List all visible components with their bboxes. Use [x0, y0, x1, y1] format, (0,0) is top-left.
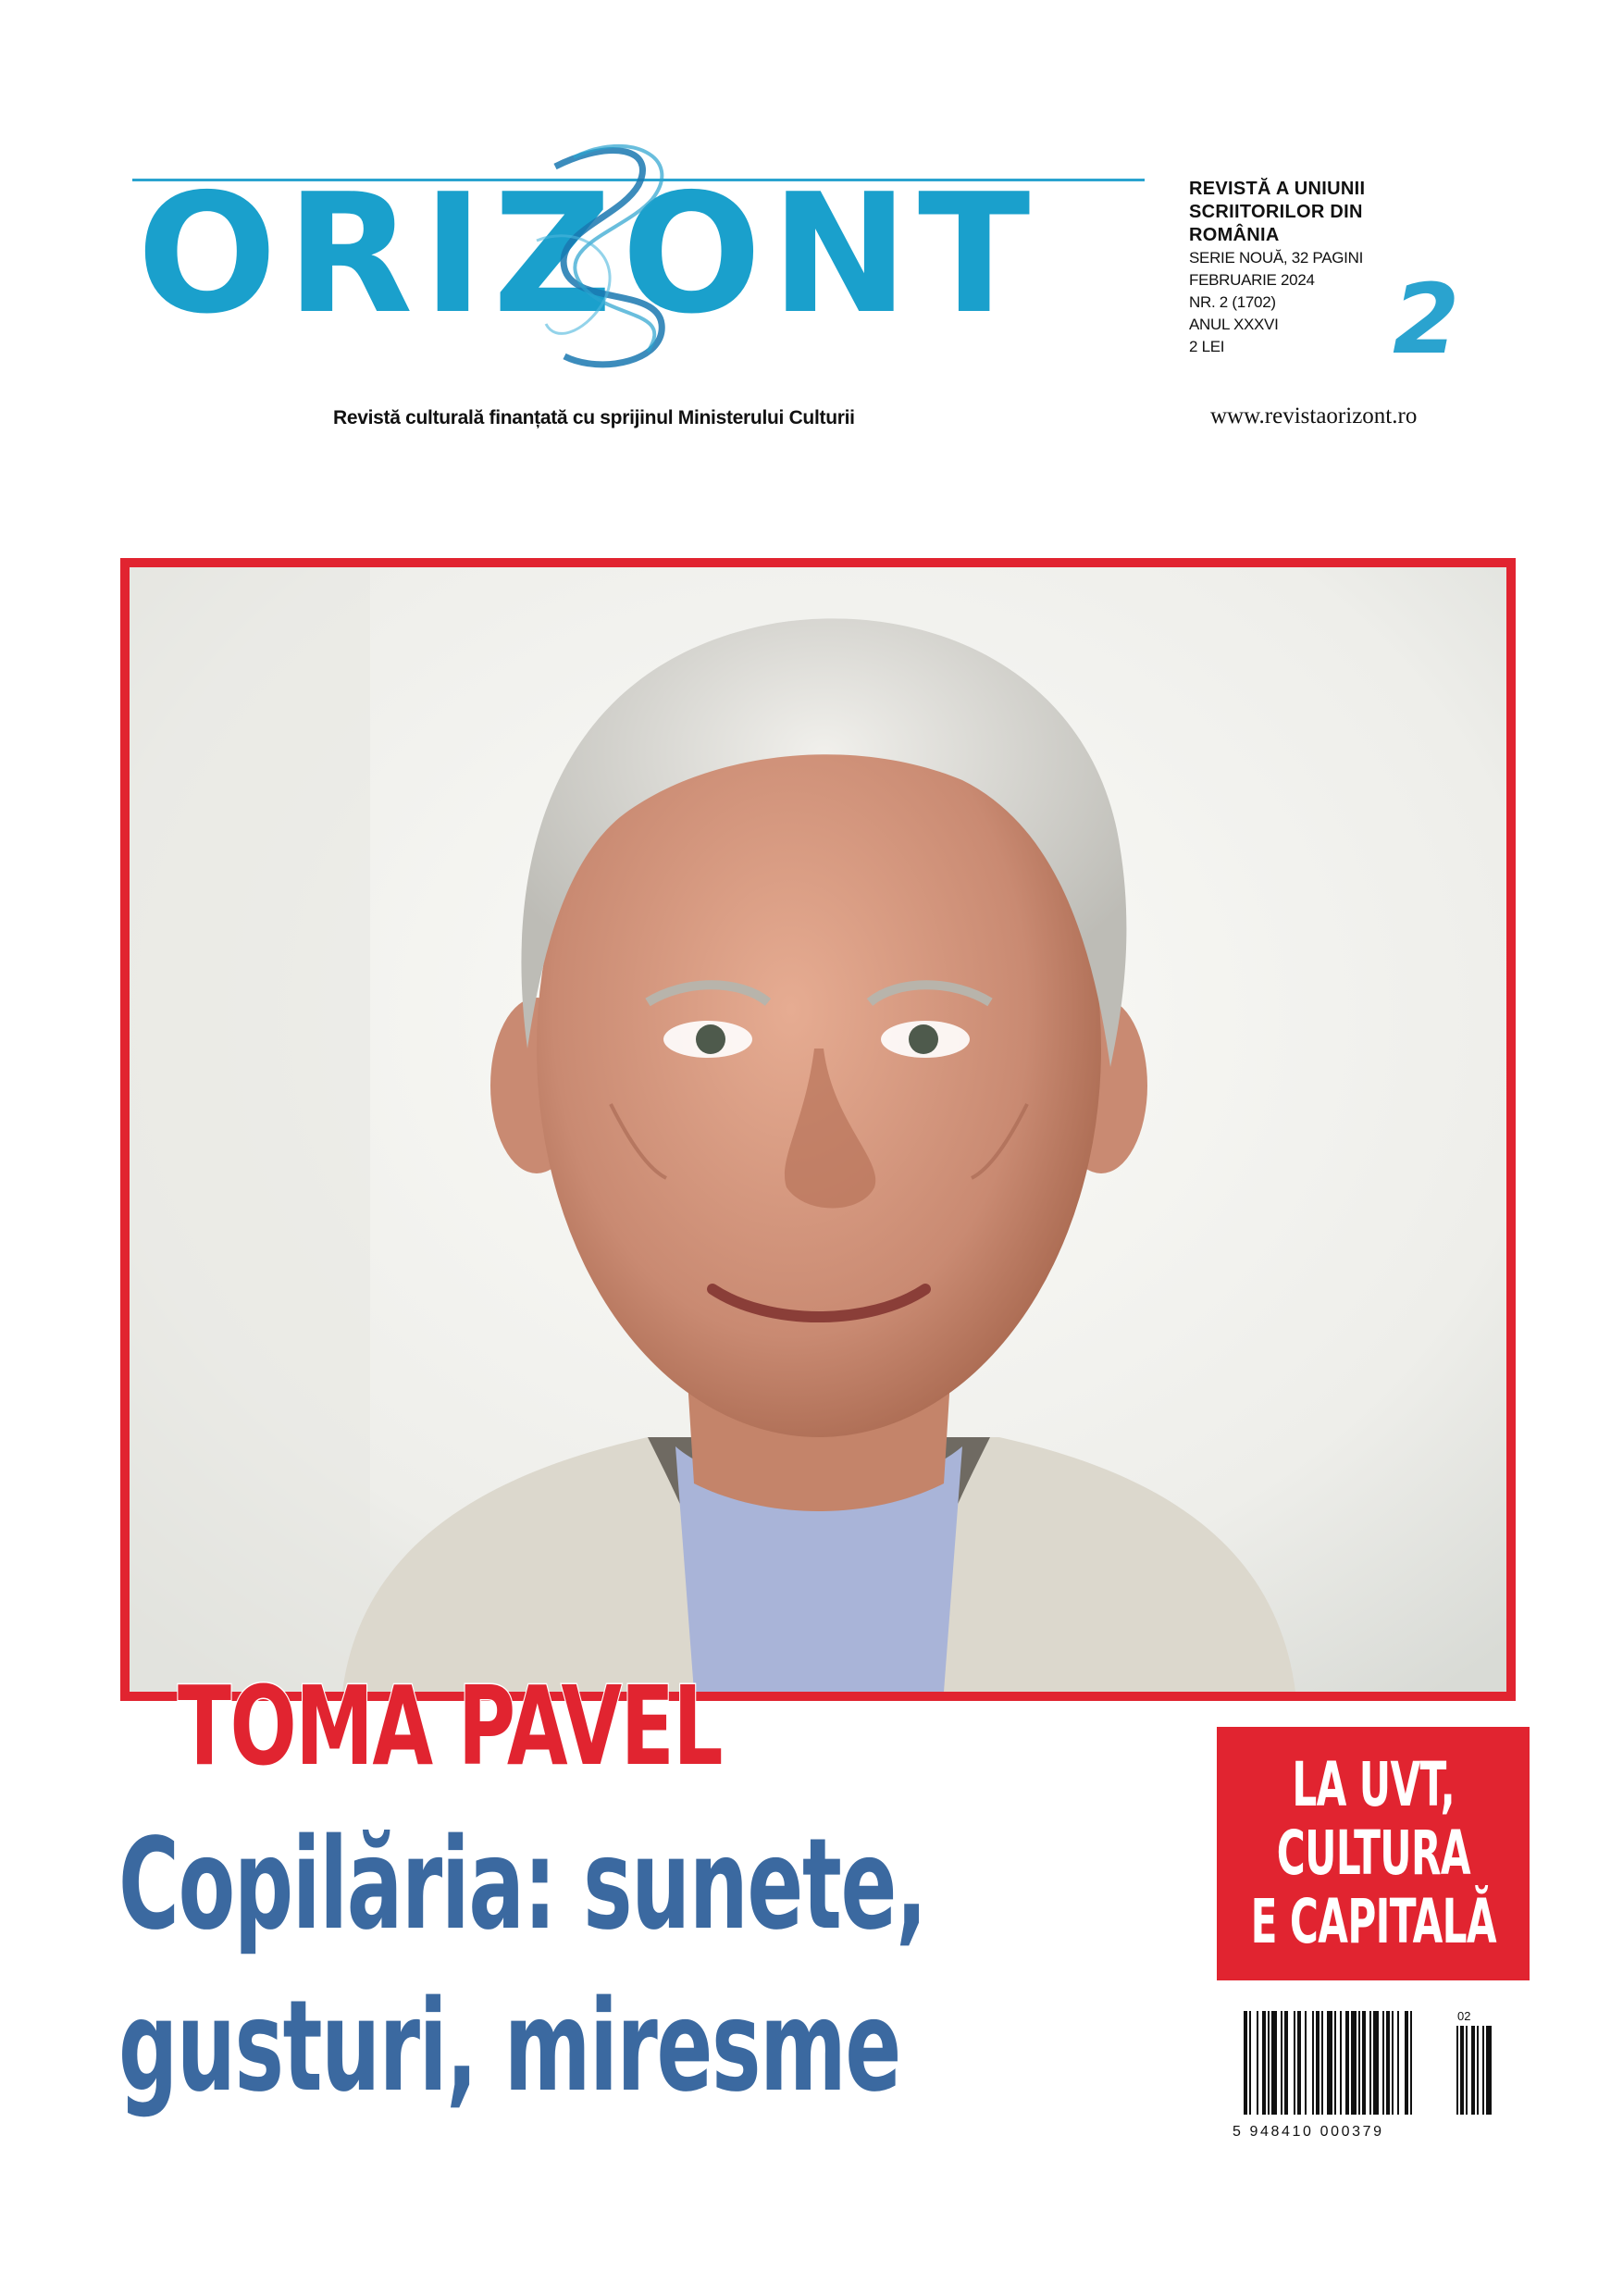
publisher-line-3: ROMÂNIA — [1189, 225, 1280, 245]
barcode-bar — [1327, 2011, 1332, 2115]
barcode-bar — [1362, 2011, 1366, 2115]
callout-line-1: LA UVT, — [1292, 1749, 1455, 1820]
barcode-bar — [1345, 2011, 1349, 2115]
barcode-addon-bar — [1486, 2026, 1492, 2115]
feature-callout-box — [1217, 1727, 1530, 1980]
barcode-bar — [1373, 2011, 1379, 2115]
barcode — [1231, 2004, 1508, 2141]
barcode-bar — [1386, 2011, 1390, 2115]
issue-date: FEBRUARIE 2024 — [1189, 271, 1315, 289]
issue-year: ANUL XXXVI — [1189, 316, 1279, 333]
barcode-bar — [1334, 2011, 1336, 2115]
barcode-bar — [1351, 2011, 1357, 2115]
barcode-bar — [1358, 2011, 1360, 2115]
issue-price: 2 LEI — [1189, 338, 1225, 355]
headline-line-2: gusturi, miresme — [118, 1974, 900, 2120]
barcode-addon-bar — [1466, 2026, 1468, 2115]
barcode-bar — [1297, 2011, 1301, 2115]
barcode-bar — [1340, 2011, 1342, 2115]
barcode-addon-bar — [1460, 2026, 1464, 2115]
barcode-addon-bar — [1456, 2026, 1458, 2115]
callout-line-3: E CAPITALĂ — [1250, 1886, 1496, 1957]
logo-swirl-icon — [500, 130, 703, 389]
barcode-bar — [1410, 2011, 1412, 2115]
publisher-line-2: SCRIITORILOR DIN — [1189, 202, 1363, 222]
barcode-addon-bar — [1477, 2026, 1479, 2115]
cover-photo-frame — [120, 558, 1516, 1701]
barcode-addon-bar — [1471, 2026, 1475, 2115]
barcode-bar — [1284, 2011, 1288, 2115]
headline-line-1: Copilăria: sunete, — [118, 1812, 926, 1958]
barcode-bar — [1257, 2011, 1258, 2115]
barcode-bar — [1392, 2011, 1394, 2115]
barcode-bar — [1312, 2011, 1314, 2115]
callout-line-2: CULTURA — [1276, 1818, 1470, 1889]
barcode-bar — [1405, 2011, 1408, 2115]
barcode-bar — [1369, 2011, 1371, 2115]
barcode-bar — [1294, 2011, 1295, 2115]
barcode-bar — [1262, 2011, 1266, 2115]
barcode-bar — [1271, 2011, 1277, 2115]
cover-name: TOMA PAVEL — [178, 1662, 723, 1790]
series-info: SERIE NOUĂ, 32 PAGINI — [1189, 249, 1363, 267]
barcode-bar — [1382, 2011, 1384, 2115]
website-link[interactable]: www.revistaorizont.ro — [1210, 403, 1418, 428]
barcode-bar — [1397, 2011, 1399, 2115]
barcode-digits: 5 948410 000379 — [1233, 2124, 1384, 2140]
issue-number: NR. 2 (1702) — [1189, 293, 1276, 311]
barcode-bar — [1249, 2011, 1251, 2115]
barcode-bar — [1268, 2011, 1270, 2115]
barcode-bar — [1316, 2011, 1319, 2115]
barcode-bar — [1244, 2011, 1247, 2115]
magazine-logo: ORIZONT — [137, 158, 1040, 350]
barcode-bar — [1305, 2011, 1307, 2115]
cover-headline — [118, 1805, 926, 2128]
issue-number-large: 2 — [1393, 263, 1460, 376]
barcode-bar — [1321, 2011, 1323, 2115]
publisher-line-1: REVISTĂ A UNIUNII — [1189, 179, 1366, 199]
magazine-subtitle: Revistă culturală finanțată cu sprijinul Ministerului Culturii — [333, 407, 855, 428]
barcode-addon-bar — [1482, 2026, 1484, 2115]
cover-portrait-photo — [130, 567, 1506, 1692]
barcode-addon: 02 — [1457, 2009, 1471, 2023]
barcode-bar — [1281, 2011, 1282, 2115]
